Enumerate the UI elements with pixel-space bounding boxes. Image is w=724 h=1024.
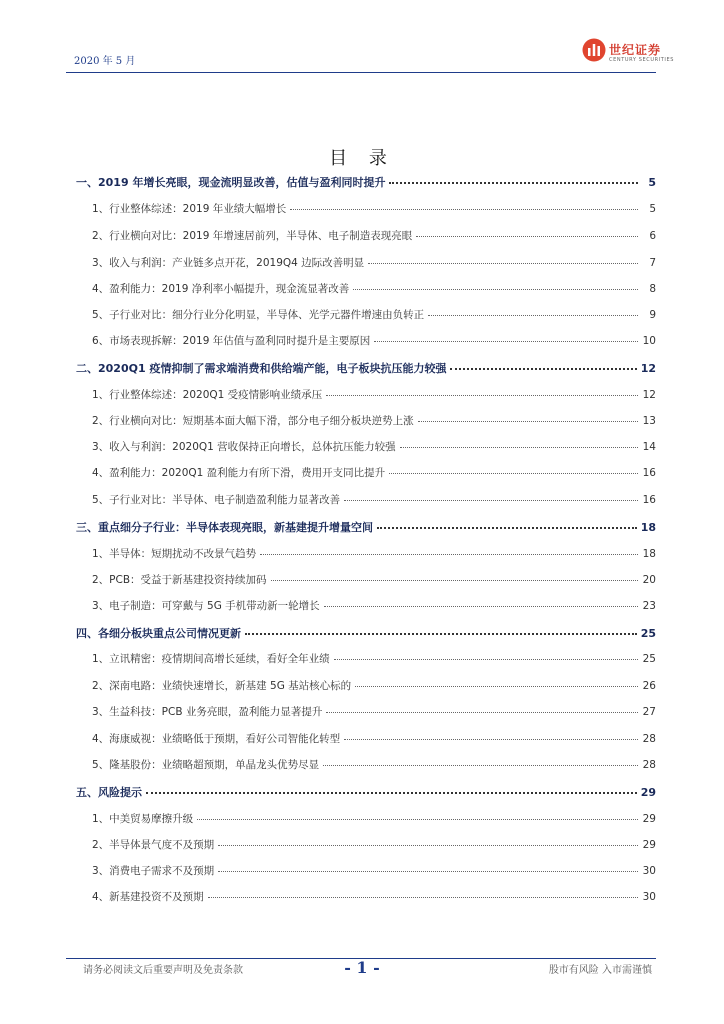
toc-leader-dots xyxy=(326,712,638,713)
toc-section-1[interactable] xyxy=(76,174,656,190)
toc-title: 目 录 xyxy=(329,148,395,169)
toc-section-5[interactable] xyxy=(76,784,656,800)
company-logo xyxy=(582,38,702,68)
toc-subsection-5-4[interactable] xyxy=(92,889,656,904)
toc-entry-text: 三、重点细分子行业：半导体表现亮眼，新基建提升增量空间 xyxy=(76,521,373,534)
toc-subsection-3-3[interactable] xyxy=(92,598,656,613)
toc-entry-text: 4、新基建投资不及预期 xyxy=(92,891,204,903)
toc-leader-dots xyxy=(271,580,638,581)
toc-entry-text: 4、盈利能力：2019 净利率小幅提升，现金流显著改善 xyxy=(92,283,350,295)
toc-subsection-1-5[interactable] xyxy=(92,307,656,322)
toc-page-number: 25 xyxy=(642,653,656,665)
logo-name: 世纪证券 xyxy=(609,43,662,57)
toc-subsection-5-2[interactable] xyxy=(92,837,656,852)
toc-entry-text: 6、市场表现拆解：2019 年估值与盈利同时提升是主要原因 xyxy=(92,335,371,347)
toc-entry-text: 1、立讯精密：疫情期间高增长延续，看好全年业绩 xyxy=(92,653,330,665)
toc-entry-text: 2、深南电路：业绩快速增长，新基建 5G 基站核心标的 xyxy=(92,680,352,692)
toc-entry-text: 四、各细分板块重点公司情况更新 xyxy=(76,627,241,640)
toc-subsection-2-4[interactable] xyxy=(92,465,656,480)
toc-leader-dots xyxy=(260,554,638,555)
toc-entry-text: 1、行业整体综述：2019 年业绩大幅增长 xyxy=(92,203,287,215)
toc-leader-dots xyxy=(323,765,638,766)
toc-leader-dots xyxy=(344,500,638,501)
toc-entry-text: 一、2019 年增长亮眼，现金流明显改善，估值与盈利同时提升 xyxy=(76,176,386,189)
toc-page-number: 30 xyxy=(642,891,656,903)
toc-page-number: 27 xyxy=(642,706,656,718)
toc-entry-text: 3、电子制造：可穿戴与 5G 手机带动新一轮增长 xyxy=(92,600,320,612)
toc-section-3[interactable] xyxy=(76,519,656,535)
toc-subsection-4-5[interactable] xyxy=(92,757,656,772)
toc-subsection-5-3[interactable] xyxy=(92,863,656,878)
toc-page-number: 10 xyxy=(642,335,656,347)
toc-page-number: 23 xyxy=(642,600,656,612)
toc-leader-dots xyxy=(418,421,638,422)
toc-page-number: 12 xyxy=(642,389,656,401)
toc-subsection-3-1[interactable] xyxy=(92,546,656,561)
toc-entry-text: 二、2020Q1 疫情抑制了需求端消费和供给端产能，电子板块抗压能力较强 xyxy=(76,362,447,375)
toc-leader-dots xyxy=(450,368,636,370)
toc-entry-text: 2、半导体景气度不及预期 xyxy=(92,839,215,851)
toc-subsection-1-1[interactable] xyxy=(92,201,656,216)
toc-page-number: 14 xyxy=(642,441,656,453)
toc-page-number: 5 xyxy=(648,176,656,189)
toc-leader-dots xyxy=(355,686,638,687)
toc-subsection-4-2[interactable] xyxy=(92,678,656,693)
toc-entry-text: 1、行业整体综述：2020Q1 受疫情影响业绩承压 xyxy=(92,389,323,401)
footer-risk-note: 股市有风险 入市需谨慎 xyxy=(548,965,652,976)
toc-subsection-5-1[interactable] xyxy=(92,811,656,826)
toc-entry-text: 2、行业横向对比：2019 年增速居前列，半导体、电子制造表现亮眼 xyxy=(92,230,413,242)
toc-entry-text: 4、盈利能力：2020Q1 盈利能力有所下滑，费用开支同比提升 xyxy=(92,467,386,479)
toc-entry-text: 4、海康威视：业绩略低于预期，看好公司智能化转型 xyxy=(92,733,341,745)
toc-leader-dots xyxy=(389,473,638,474)
toc-leader-dots xyxy=(374,341,638,342)
toc-page-number: 20 xyxy=(642,574,656,586)
toc-page-number: 29 xyxy=(640,786,656,799)
toc-leader-dots xyxy=(208,897,638,898)
toc-page-number: 5 xyxy=(649,203,656,215)
toc-subsection-2-1[interactable] xyxy=(92,387,656,402)
toc-page-number: 16 xyxy=(642,467,656,479)
toc-subsection-3-2[interactable] xyxy=(92,572,656,587)
toc-subsection-4-1[interactable] xyxy=(92,651,656,666)
toc-page-number: 16 xyxy=(642,494,656,506)
footer-disclaimer: 请务必阅读文后重要声明及免责条款 xyxy=(83,965,243,976)
toc-leader-dots xyxy=(400,447,638,448)
toc-leader-dots xyxy=(377,527,637,529)
toc-entry-text: 5、子行业对比：细分行业分化明显，半导体、光学元器件增速由负转正 xyxy=(92,309,425,321)
toc-section-4[interactable] xyxy=(76,625,656,641)
toc-subsection-2-3[interactable] xyxy=(92,439,656,454)
toc-page-number: 6 xyxy=(649,230,656,242)
toc-entry-text: 5、隆基股份：业绩略超预期，单晶龙头优势尽显 xyxy=(92,759,320,771)
toc-entry-text: 2、行业横向对比：短期基本面大幅下滑，部分电子细分板块逆势上涨 xyxy=(92,415,414,427)
toc-subsection-2-2[interactable] xyxy=(92,413,656,428)
toc-entry-text: 3、收入与利润：2020Q1 营收保持正向增长，总体抗压能力较强 xyxy=(92,441,396,453)
toc-leader-dots xyxy=(290,209,638,210)
toc-page-number: 28 xyxy=(642,759,656,771)
toc-leader-dots xyxy=(344,739,638,740)
toc-leader-dots xyxy=(428,315,638,316)
toc-leader-dots xyxy=(334,659,638,660)
logo-icon xyxy=(582,38,606,62)
toc-leader-dots xyxy=(326,395,638,396)
toc-entry-text: 3、收入与利润：产业链多点开花，2019Q4 边际改善明显 xyxy=(92,257,365,269)
toc-page-number: 25 xyxy=(640,627,656,640)
toc-page-number: 18 xyxy=(642,548,656,560)
toc-leader-dots xyxy=(218,871,638,872)
toc-leader-dots xyxy=(324,606,638,607)
toc-entry-text: 2、PCB：受益于新基建投资持续加码 xyxy=(92,574,267,586)
toc-section-2[interactable] xyxy=(76,360,656,376)
toc-subsection-1-4[interactable] xyxy=(92,281,656,296)
header-divider xyxy=(66,72,656,73)
toc-page-number: 28 xyxy=(642,733,656,745)
toc-leader-dots xyxy=(197,819,638,820)
toc-page-number: 30 xyxy=(642,865,656,877)
toc-subsection-4-3[interactable] xyxy=(92,704,656,719)
logo-english-name: CENTURY SECURITIES xyxy=(609,57,674,63)
toc-subsection-1-2[interactable] xyxy=(92,228,656,243)
toc-page-number: 7 xyxy=(649,257,656,269)
toc-page-number: 13 xyxy=(642,415,656,427)
toc-entry-text: 1、中美贸易摩擦升级 xyxy=(92,813,194,825)
toc-subsection-1-3[interactable] xyxy=(92,255,656,270)
toc-subsection-1-6[interactable] xyxy=(92,333,656,348)
toc-entry-text: 1、半导体：短期扰动不改景气趋势 xyxy=(92,548,257,560)
toc-leader-dots xyxy=(368,263,638,264)
toc-entry-text: 五、风险提示 xyxy=(76,786,142,799)
toc-leader-dots xyxy=(245,633,637,635)
toc-page-number: 9 xyxy=(649,309,656,321)
toc-entry-text: 5、子行业对比：半导体、电子制造盈利能力显著改善 xyxy=(92,494,341,506)
toc-leader-dots xyxy=(218,845,638,846)
toc-entry-text: 3、生益科技：PCB 业务亮眼，盈利能力显著提升 xyxy=(92,706,323,718)
toc-page-number: 12 xyxy=(640,362,656,375)
toc-leader-dots xyxy=(389,182,638,184)
toc-page-number: 26 xyxy=(642,680,656,692)
toc-subsection-2-5[interactable] xyxy=(92,492,656,507)
toc-leader-dots xyxy=(146,792,637,794)
toc-page-number: 18 xyxy=(640,521,656,534)
toc-page-number: 8 xyxy=(649,283,656,295)
toc-leader-dots xyxy=(416,236,638,237)
toc-page-number: 29 xyxy=(642,813,656,825)
report-date: 2020 年 5 月 xyxy=(74,56,136,67)
footer-page-number: - 1 - xyxy=(344,958,380,977)
toc-subsection-4-4[interactable] xyxy=(92,731,656,746)
toc-entry-text: 3、消费电子需求不及预期 xyxy=(92,865,215,877)
toc-page-number: 29 xyxy=(642,839,656,851)
toc-leader-dots xyxy=(353,289,638,290)
